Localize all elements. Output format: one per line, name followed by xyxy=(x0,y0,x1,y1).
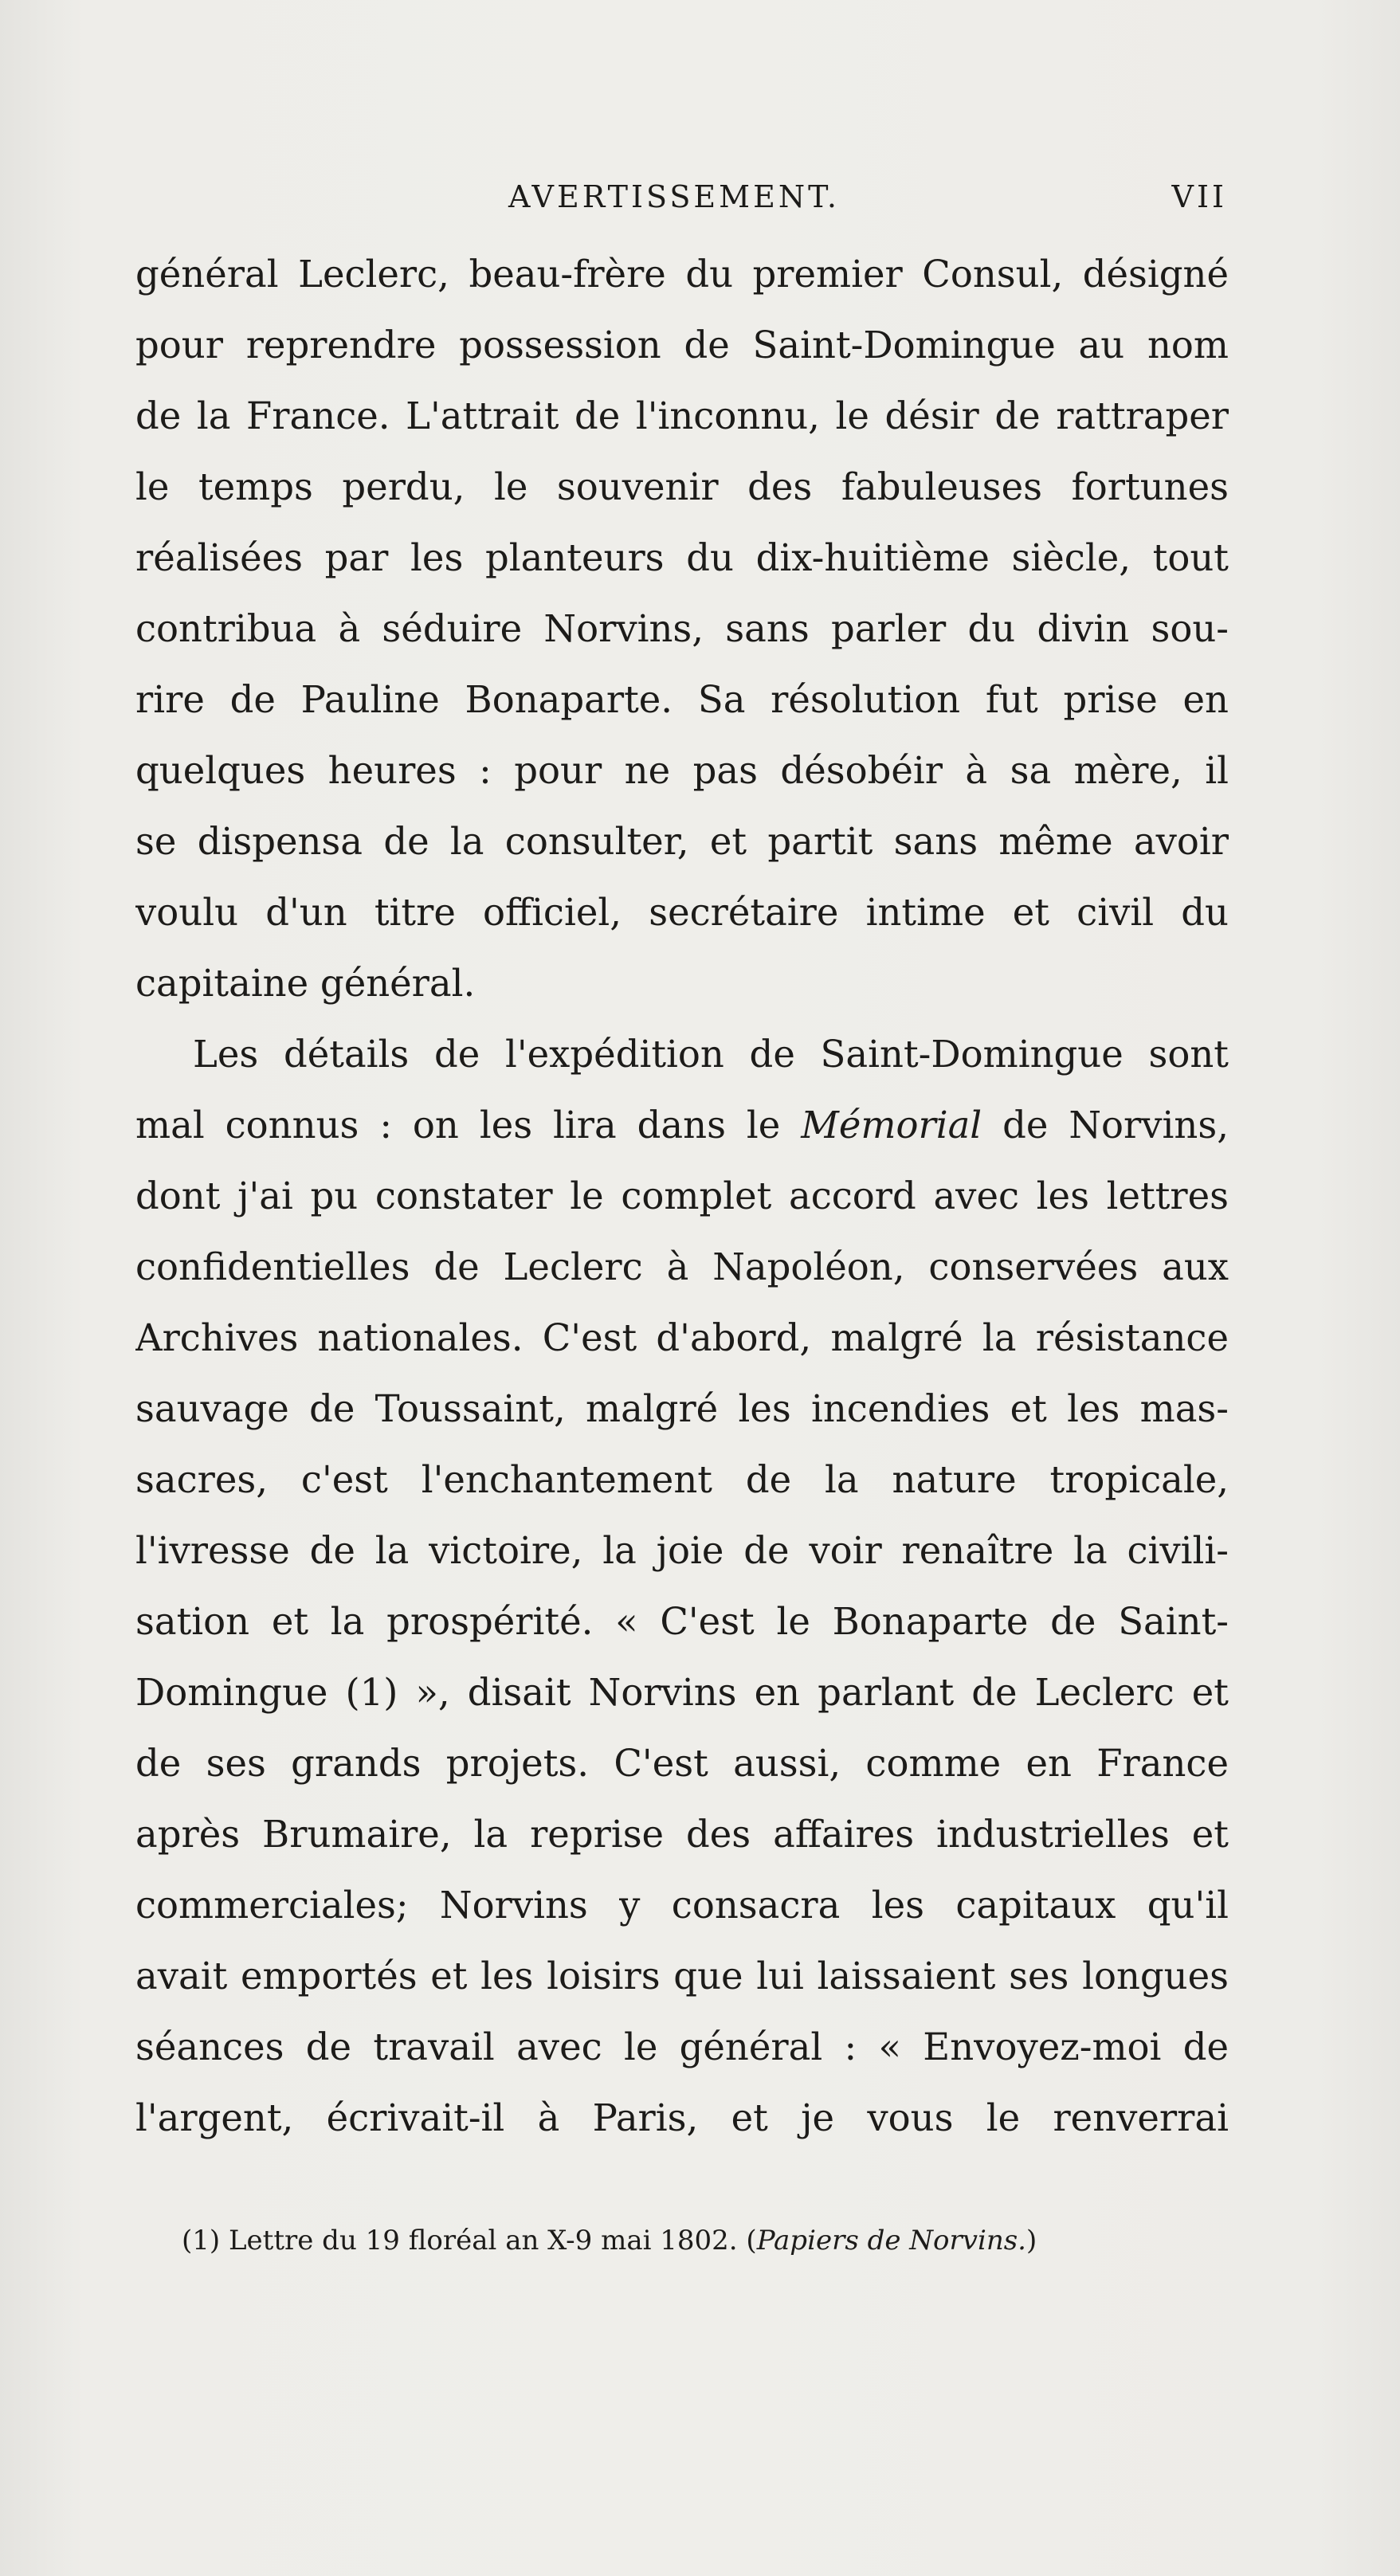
text-line: après Brumaire, la reprise des affaires industrielles et xyxy=(135,1813,1229,1856)
text-segment: de Norvins, xyxy=(1002,1104,1229,1147)
text-line: réalisées par les planteurs du dix-huitième siècle, tout xyxy=(135,536,1229,579)
text-line: pour reprendre possession de Saint-Domingue au nom xyxy=(135,323,1229,367)
text-line: sacres, c'est l'enchantement de la nature tropicale, xyxy=(135,1458,1229,1501)
text-line: confidentielles de Leclerc à Napoléon, conservées aux xyxy=(135,1245,1229,1288)
text-line: l'argent, écrivait-il à Paris, et je vous le renverrai xyxy=(135,2096,1229,2139)
text-line: sation et la prospérité. « C'est le Bonaparte de Saint- xyxy=(135,1600,1229,1643)
text-line: capitaine général. xyxy=(135,962,476,1005)
page-number: VII xyxy=(1171,179,1227,214)
text-line: de la France. L'attrait de l'inconnu, le désir de rattraper xyxy=(135,394,1229,437)
text-line: voulu d'un titre officiel, secrétaire intime et civil du xyxy=(135,891,1229,934)
text-line: rire de Pauline Bonaparte. Sa résolution fut prise en xyxy=(135,678,1229,721)
text-line: commerciales; Norvins y consacra les capitaux qu'il xyxy=(135,1884,1229,1927)
italic-title: Mémorial xyxy=(801,1104,982,1147)
text-line: Les détails de l'expédition de Saint-Domingue sont xyxy=(193,1033,1229,1076)
text-line: général Leclerc, beau-frère du premier Consul, désigné xyxy=(135,253,1229,296)
footnote-text: (1) Lettre du 19 floréal an X-9 mai 1802. ( xyxy=(182,2225,757,2256)
text-line: Archives nationales. C'est d'abord, malgré la résistance xyxy=(135,1316,1229,1359)
running-title: AVERTISSEMENT. xyxy=(508,179,840,214)
text-line: se dispensa de la consulter, et partit sans même avoir xyxy=(135,820,1229,863)
text-line: Domingue (1) », disait Norvins en parlant de Leclerc et xyxy=(135,1671,1229,1714)
text-line: avait emportés et les loisirs que lui laissaient ses longues xyxy=(135,1955,1229,1998)
running-header xyxy=(135,177,1227,217)
footnote-close: ) xyxy=(1025,2225,1037,2256)
body-text xyxy=(135,239,1229,2154)
text-line: quelques heures : pour ne pas désobéir à sa mère, il xyxy=(135,749,1229,792)
text-line-with-italic xyxy=(135,1090,1229,1161)
text-line: dont j'ai pu constater le complet accord avec les lettres xyxy=(135,1174,1229,1217)
footnote-source: Papiers de Norvins. xyxy=(756,2225,1026,2256)
text-line: contribua à séduire Norvins, sans parler du divin sou- xyxy=(135,607,1229,650)
text-line: de ses grands projets. C'est aussi, comme en France xyxy=(135,1742,1229,1785)
text-segment: mal connus : on les lira dans le xyxy=(135,1104,781,1147)
text-line: sauvage de Toussaint, malgré les incendies et les mas- xyxy=(135,1387,1229,1430)
text-line: séances de travail avec le général : « Envoyez-moi de xyxy=(135,2025,1229,2068)
text-line: le temps perdu, le souvenir des fabuleuses fortunes xyxy=(135,465,1229,508)
footnote xyxy=(182,2217,1037,2264)
text-line: l'ivresse de la victoire, la joie de voir renaître la civili- xyxy=(135,1529,1229,1572)
